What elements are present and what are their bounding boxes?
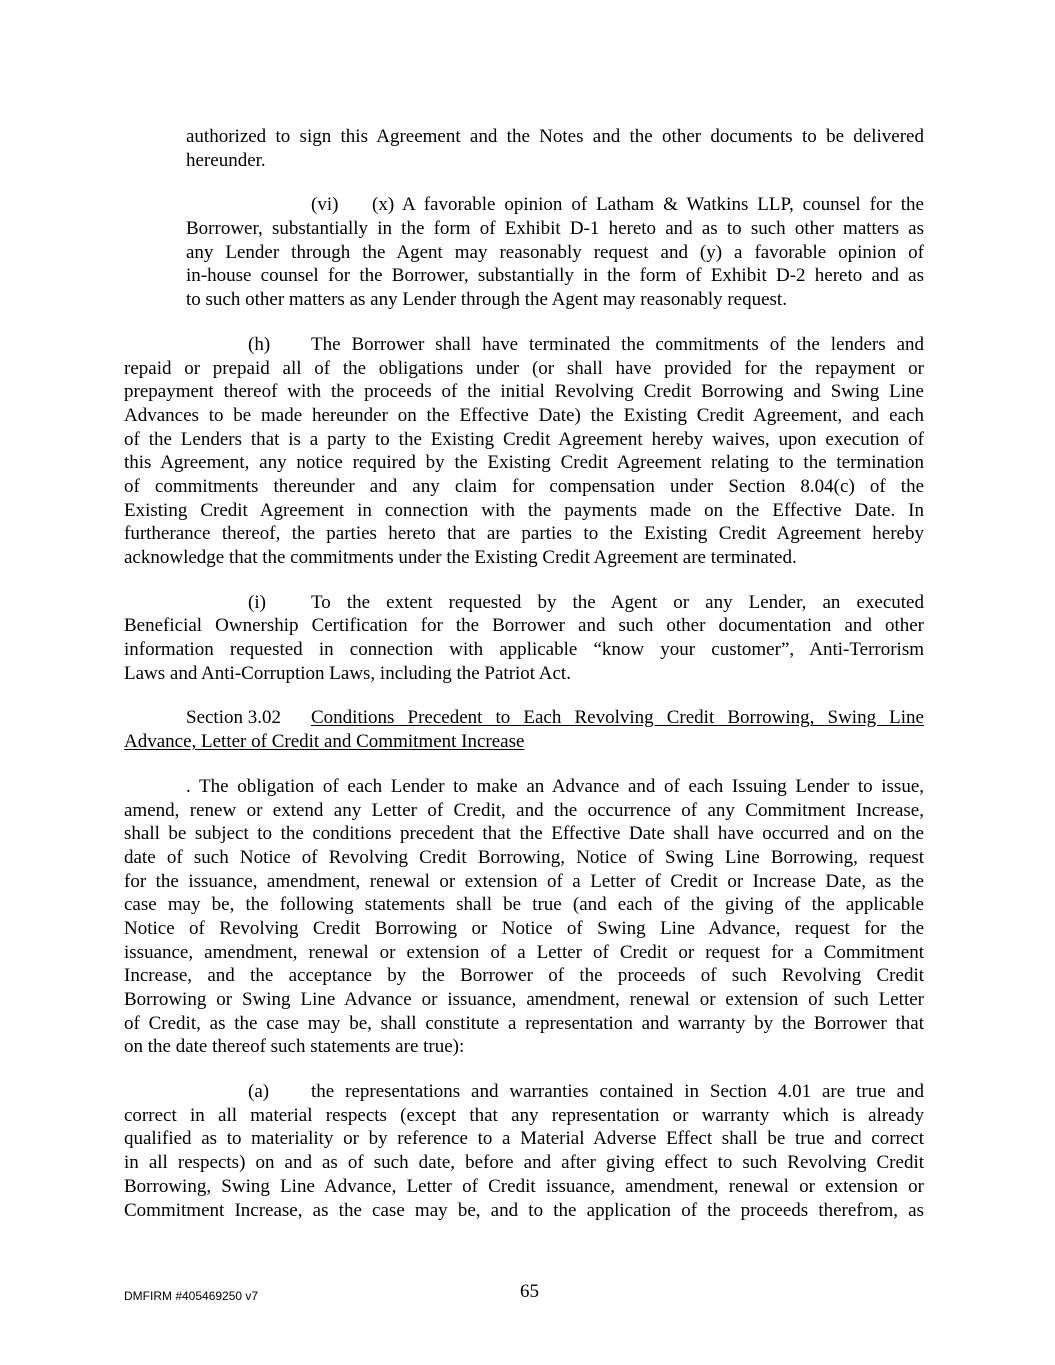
line-text: Laws and Anti-Corruption Laws, including the Patriot Act. [124, 662, 571, 684]
text-line [186, 775, 924, 799]
text-line [248, 333, 924, 357]
line-text: the representations and warranties contained in Section 4.01 are true and [311, 1081, 924, 1103]
line-text: information requested in connection with applicable “know your customer”, Anti-Terrorism [124, 639, 924, 661]
paragraph-label: Section 3.02 [186, 707, 281, 729]
text-line [124, 1151, 924, 1175]
line-text: qualified as to materiality or by reference to a Material Adverse Effect shall be true and correct [124, 1128, 924, 1150]
line-text: Advances to be made hereunder on the Effective Date) the Existing Credit Agreement, and each [124, 404, 924, 426]
text-line [124, 964, 924, 988]
text-line [124, 1035, 924, 1059]
line-text: of commitments thereunder and any claim for compensation under Section 8.04(c) of the [124, 475, 924, 497]
text-line [124, 988, 924, 1012]
footer-page-number: 65 [520, 1281, 539, 1302]
text-line [124, 1127, 924, 1151]
text-line [124, 730, 924, 754]
text-line [124, 428, 924, 452]
text-line [124, 799, 924, 823]
line-text: (x) A favorable opinion of Latham & Watkins LLP, counsel for the [372, 194, 924, 216]
line-text: Borrowing, Swing Line Advance, Letter of Credit issuance, amendment, renewal or extension or [124, 1175, 924, 1197]
line-text: in-house counsel for the Borrower, substantially in the form of Exhibit D-2 hereto and as [186, 265, 924, 287]
section-title-text: Conditions Precedent to Each Revolving Credit Borrowing, Swing Line [311, 707, 924, 729]
paragraph-label: (vi) [311, 194, 339, 216]
text-line [124, 638, 924, 662]
text-line [124, 380, 924, 404]
line-text: prepayment thereof with the proceeds of the initial Revolving Credit Borrowing and Swing Line [124, 381, 924, 403]
line-text: in all respects) on and as of such date, before and after giving effect to such Revolving Credit [124, 1152, 924, 1174]
line-text: repaid or prepaid all of the obligations under (or shall have provided for the repayment or [124, 357, 924, 379]
footer-document-id: DMFIRM #405469250 v7 [124, 1289, 259, 1303]
text-line [124, 1104, 924, 1128]
line-text: Commitment Increase, as the case may be, and to the application of the proceeds therefrom, as [124, 1199, 924, 1221]
text-line [186, 149, 924, 173]
text-line [124, 451, 924, 475]
line-text: Notice of Revolving Credit Borrowing or Notice of Swing Line Advance, request for the [124, 917, 924, 939]
text-line [311, 193, 924, 217]
section-title-text: Advance, Letter of Credit and Commitment Increase [124, 731, 525, 753]
line-text: Increase, and the acceptance by the Borrower of the proceeds of such Revolving Credit [124, 965, 924, 987]
text-line [124, 404, 924, 428]
text-line [124, 917, 924, 941]
text-line [186, 264, 924, 288]
text-line [186, 125, 924, 149]
paragraph-label: (a) [248, 1081, 270, 1103]
text-line [124, 822, 924, 846]
text-line [124, 546, 924, 570]
text-line [124, 499, 924, 523]
text-line [124, 1012, 924, 1036]
text-line [248, 1080, 924, 1104]
text-line [124, 846, 924, 870]
paragraph [0, 125, 1055, 172]
line-text: Beneficial Ownership Certification for the Borrower and such other documentation and other [124, 615, 924, 637]
text-line [124, 1175, 924, 1199]
text-line [124, 1199, 924, 1223]
line-text: to such other matters as any Lender through the Agent may reasonably request. [186, 289, 787, 311]
line-text: Borrower, substantially in the form of Exhibit D-1 hereto and as to such other matters as [186, 218, 924, 240]
line-text: on the date thereof such statements are true): [124, 1036, 465, 1058]
line-text: To the extent requested by the Agent or any Lender, an executed [311, 591, 924, 613]
line-text: Borrowing or Swing Line Advance or issuance, amendment, renewal or extension of such Letter [124, 989, 924, 1010]
line-text: date of such Notice of Revolving Credit Borrowing, Notice of Swing Line Borrowing, request [124, 846, 924, 868]
text-line [124, 893, 924, 917]
paragraph-vi [0, 193, 1055, 311]
paragraph-label: (h) [248, 333, 271, 355]
paragraph-i [0, 591, 1055, 686]
line-text: Existing Credit Agreement in connection with the payments made on the Effective Date. In [124, 499, 924, 521]
text-line [186, 217, 924, 241]
document-body [0, 125, 1055, 1243]
text-line [248, 591, 924, 615]
text-line [124, 870, 924, 894]
line-text: for the issuance, amendment, renewal or extension of a Letter of Credit or Increase Date, as the [124, 870, 924, 892]
paragraph [0, 775, 1055, 1059]
text-line [124, 522, 924, 546]
line-text: correct in all material respects (except that any representation or warranty which is already [124, 1104, 924, 1126]
text-line [186, 288, 924, 312]
line-text: shall be subject to the conditions precedent that the Effective Date shall have occurred and on the [124, 823, 924, 845]
line-text: . The obligation of each Lender to make an Advance and of each Issuing Lender to issue, [186, 775, 924, 797]
paragraph-section302 [0, 706, 1055, 753]
line-text: hereunder. [186, 149, 266, 171]
line-text: any Lender through the Agent may reasonably request and (y) a favorable opinion of [186, 241, 924, 263]
line-text: furtherance thereof, the parties hereto that are parties to the Existing Credit Agreement hereby [124, 523, 924, 545]
line-text: of the Lenders that is a party to the Existing Credit Agreement hereby waives, upon execution of [124, 428, 924, 450]
text-line [124, 941, 924, 965]
text-line [124, 614, 924, 638]
text-line [124, 357, 924, 381]
text-line [186, 706, 924, 730]
text-line [124, 662, 924, 686]
paragraph-a [0, 1080, 1055, 1222]
line-text: authorized to sign this Agreement and the Notes and the other documents to be delivered [186, 126, 924, 147]
line-text: this Agreement, any notice required by the Existing Credit Agreement relating to the termination [124, 452, 924, 474]
line-text: amend, renew or extend any Letter of Credit, and the occurrence of any Commitment Increase, [124, 799, 924, 821]
line-text: The Borrower shall have terminated the commitments of the lenders and [311, 333, 924, 355]
line-text: acknowledge that the commitments under the Existing Credit Agreement are terminated. [124, 547, 797, 568]
line-text: issuance, amendment, renewal or extension of a Letter of Credit or request for a Commitment [124, 941, 924, 963]
line-text: case may be, the following statements shall be true (and each of the giving of the applicable [124, 894, 924, 916]
paragraph-label: (i) [248, 591, 266, 613]
line-text: of Credit, as the case may be, shall constitute a representation and warranty by the Borrower that [124, 1012, 924, 1034]
text-line [124, 475, 924, 499]
paragraph-h [0, 333, 1055, 570]
text-line [186, 241, 924, 265]
